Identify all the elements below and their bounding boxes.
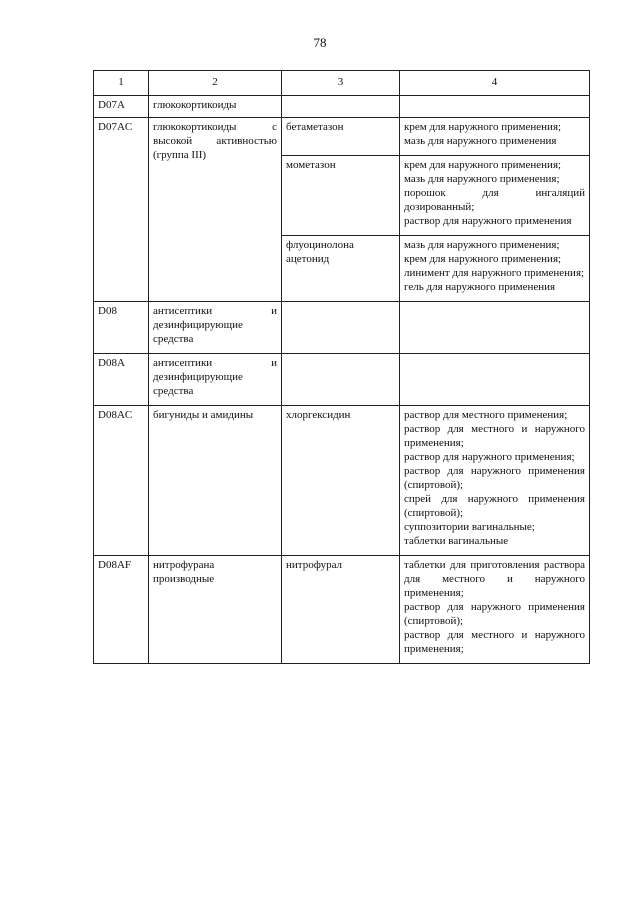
dosage-forms (400, 556, 590, 664)
atc-code: D07A (94, 96, 149, 118)
dosage-forms (400, 156, 590, 236)
dosage-form: раствор для наружного применения (спиртовой); (404, 601, 585, 627)
page-number: 78 (313, 35, 327, 50)
atc-code: D08AF (94, 556, 149, 664)
atc-group: бигуниды и амидины (149, 406, 282, 556)
dosage-form: раствор для наружного применения; (404, 451, 575, 463)
header-col-4: 4 (400, 71, 590, 96)
dosage-form: крем для наружного применения; (404, 253, 562, 265)
dosage-form: раствор для местного и наружного применения; (404, 423, 585, 449)
dosage-form: крем для наружного применения; (404, 159, 562, 171)
drug-name-empty (282, 96, 400, 118)
dosage-form: мазь для наружного применения; (404, 173, 560, 185)
drug-name-empty (282, 354, 400, 406)
dosage-form: таблетки для приготовления раствора для местного и наружного применения; (404, 559, 585, 599)
atc-code: D08A (94, 354, 149, 406)
dosage-form-empty (400, 96, 590, 118)
dosage-form: раствор для местного и наружного применения; (404, 629, 585, 655)
dosage-form: раствор для наружного применения (404, 215, 572, 227)
dosage-form: таблетки вагинальные (404, 535, 509, 547)
table-row (94, 302, 590, 354)
header-col-3: 3 (282, 71, 400, 96)
dosage-form-empty (400, 354, 590, 406)
dosage-form: раствор для наружного применения (спиртовой); (404, 465, 585, 491)
dosage-form: линимент для наружного применения; (404, 267, 585, 279)
dosage-form: раствор для местного применения; (404, 409, 568, 421)
dosage-form: спрей для наружного применения (спиртовой); (404, 493, 585, 519)
dosage-form: порошок для ингаляций дозированный; (404, 187, 585, 213)
atc-code: D08AC (94, 406, 149, 556)
atc-code: D08 (94, 302, 149, 354)
table-row (94, 118, 590, 156)
drug-name: мометазон (282, 156, 400, 236)
atc-group-text: антисептики и дезинфицирующие средства (153, 305, 277, 345)
dosage-forms (400, 118, 590, 156)
dosage-form: крем для наружного применения; (404, 121, 562, 133)
atc-code: D07AC (94, 118, 149, 302)
table-row (94, 556, 590, 664)
atc-group: нитрофурана производные (149, 556, 282, 664)
dosage-form: мазь для наружного применения (404, 135, 557, 147)
atc-group: глюкокортикоиды с высокой активностью (группа III) (149, 118, 282, 302)
dosage-form-empty (400, 302, 590, 354)
atc-group-text: антисептики и дезинфицирующие средства (153, 357, 277, 397)
dosage-form: суппозитории вагинальные; (404, 521, 535, 533)
atc-group (149, 354, 282, 406)
drug-table (93, 70, 590, 664)
dosage-forms (400, 406, 590, 556)
header-col-1: 1 (94, 71, 149, 96)
header-col-2: 2 (149, 71, 282, 96)
table-row (94, 96, 590, 118)
atc-group: глюкокортикоиды (149, 96, 282, 118)
drug-name: бетаметазон (282, 118, 400, 156)
dosage-form: мазь для наружного применения; (404, 239, 560, 251)
table-row (94, 354, 590, 406)
dosage-forms (400, 236, 590, 302)
drug-name-empty (282, 302, 400, 354)
drug-name: хлоргексидин (282, 406, 400, 556)
dosage-form: гель для наружного применения (404, 281, 556, 293)
table-row (94, 406, 590, 556)
drug-name: нитрофурал (282, 556, 400, 664)
drug-name: флуоцинолона ацетонид (282, 236, 400, 302)
table-header-row (94, 71, 590, 96)
atc-group (149, 302, 282, 354)
